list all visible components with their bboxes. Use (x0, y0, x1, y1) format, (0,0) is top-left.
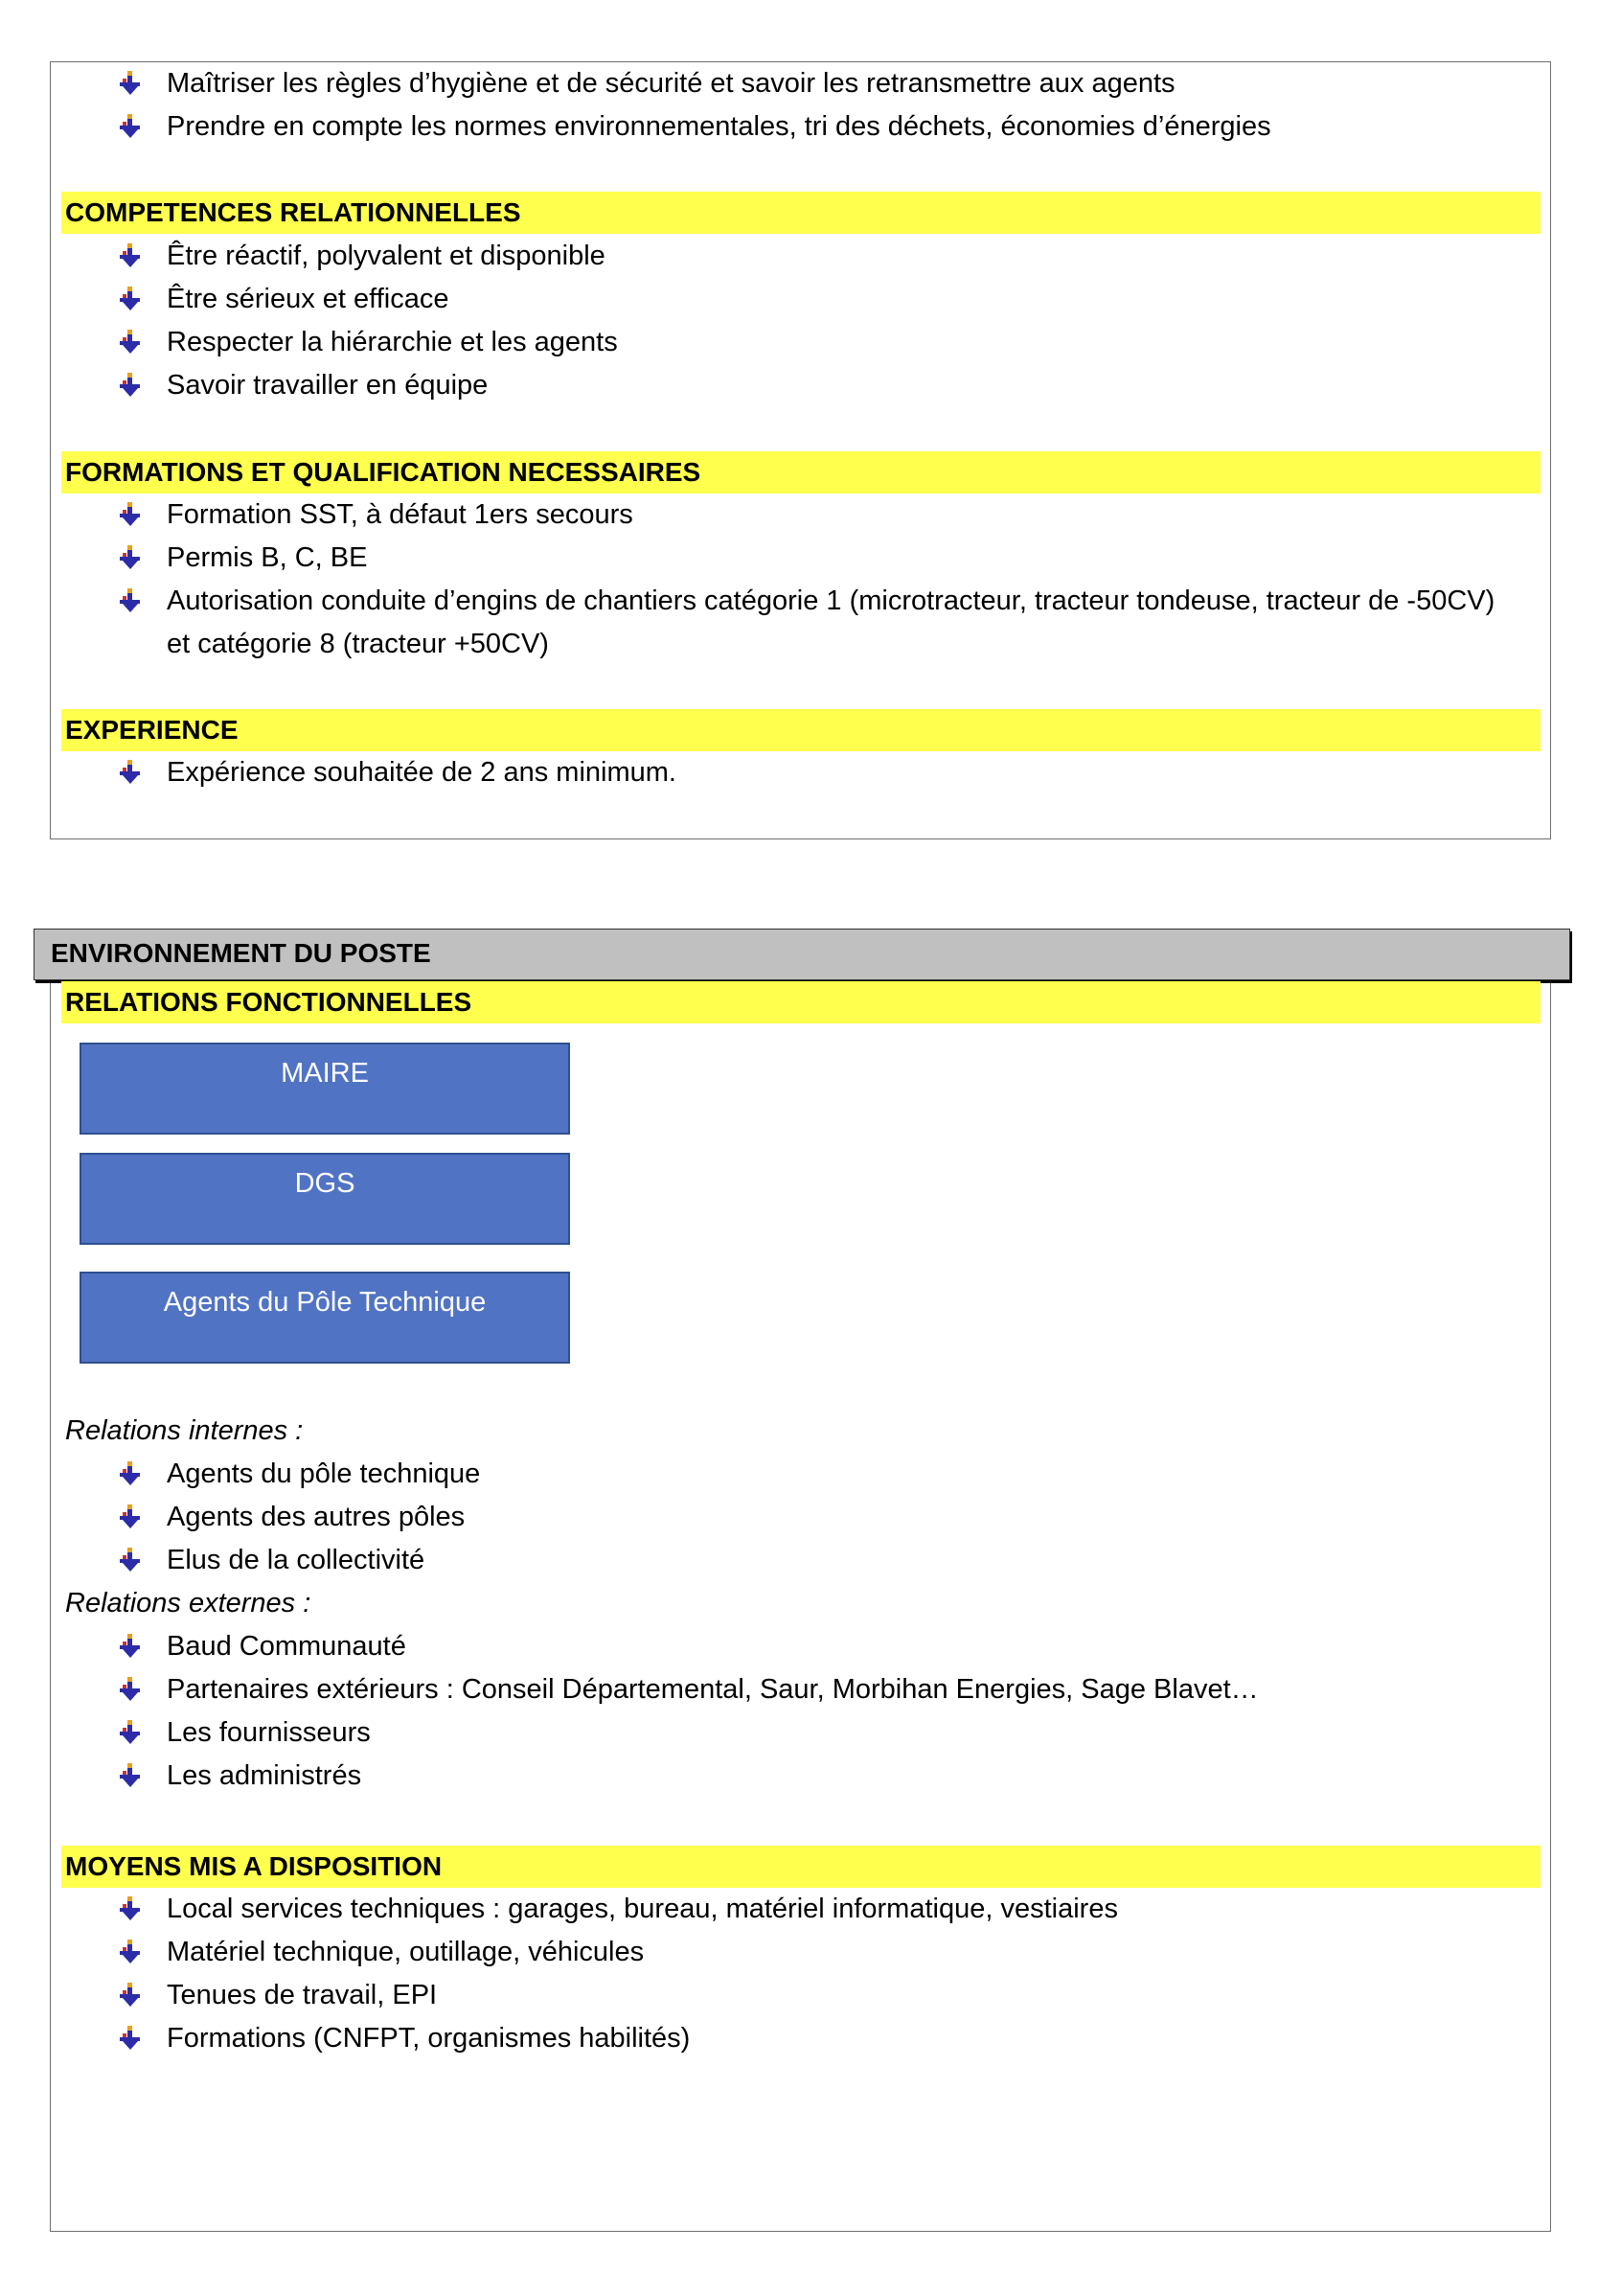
section-heading-formations: FORMATIONS ET QUALIFICATION NECESSAIRES (61, 451, 1541, 494)
arrow-bullet-icon (117, 1503, 144, 1531)
arrow-bullet-icon (117, 1894, 144, 1923)
org-box-maire: MAIRE (80, 1043, 570, 1135)
arrow-bullet-icon (117, 285, 144, 313)
arrow-bullet-icon (117, 1761, 144, 1790)
section-heading-competences: COMPETENCES RELATIONNELLES (61, 192, 1541, 234)
org-box-dgs: DGS (80, 1153, 570, 1245)
section-heading-relations: RELATIONS FONCTIONNELLES (61, 981, 1541, 1023)
arrow-bullet-icon (117, 1546, 144, 1574)
arrow-bullet-icon (117, 500, 144, 529)
arrow-bullet-icon (117, 1981, 144, 2009)
org-box-agents: Agents du Pôle Technique (80, 1272, 570, 1364)
arrow-bullet-icon (117, 2024, 144, 2053)
relations-internes-label: Relations internes : (65, 1415, 304, 1446)
section-header-environnement: ENVIRONNEMENT DU POSTE (34, 929, 1570, 980)
arrow-bullet-icon (117, 1718, 144, 1747)
arrow-bullet-icon (117, 543, 144, 572)
arrow-bullet-icon (117, 1675, 144, 1704)
arrow-bullet-icon (117, 1632, 144, 1661)
section-heading-experience: EXPERIENCE (61, 709, 1541, 751)
arrow-bullet-icon (117, 69, 144, 98)
arrow-bullet-icon (117, 586, 144, 615)
arrow-bullet-icon (117, 1938, 144, 1966)
arrow-bullet-icon (117, 371, 144, 400)
arrow-bullet-icon (117, 328, 144, 356)
section-heading-moyens: MOYENS MIS A DISPOSITION (61, 1846, 1541, 1888)
arrow-bullet-icon (117, 758, 144, 787)
arrow-bullet-icon (117, 112, 144, 141)
relations-externes-label: Relations externes : (65, 1588, 311, 1619)
arrow-bullet-icon (117, 1459, 144, 1488)
arrow-bullet-icon (117, 241, 144, 270)
